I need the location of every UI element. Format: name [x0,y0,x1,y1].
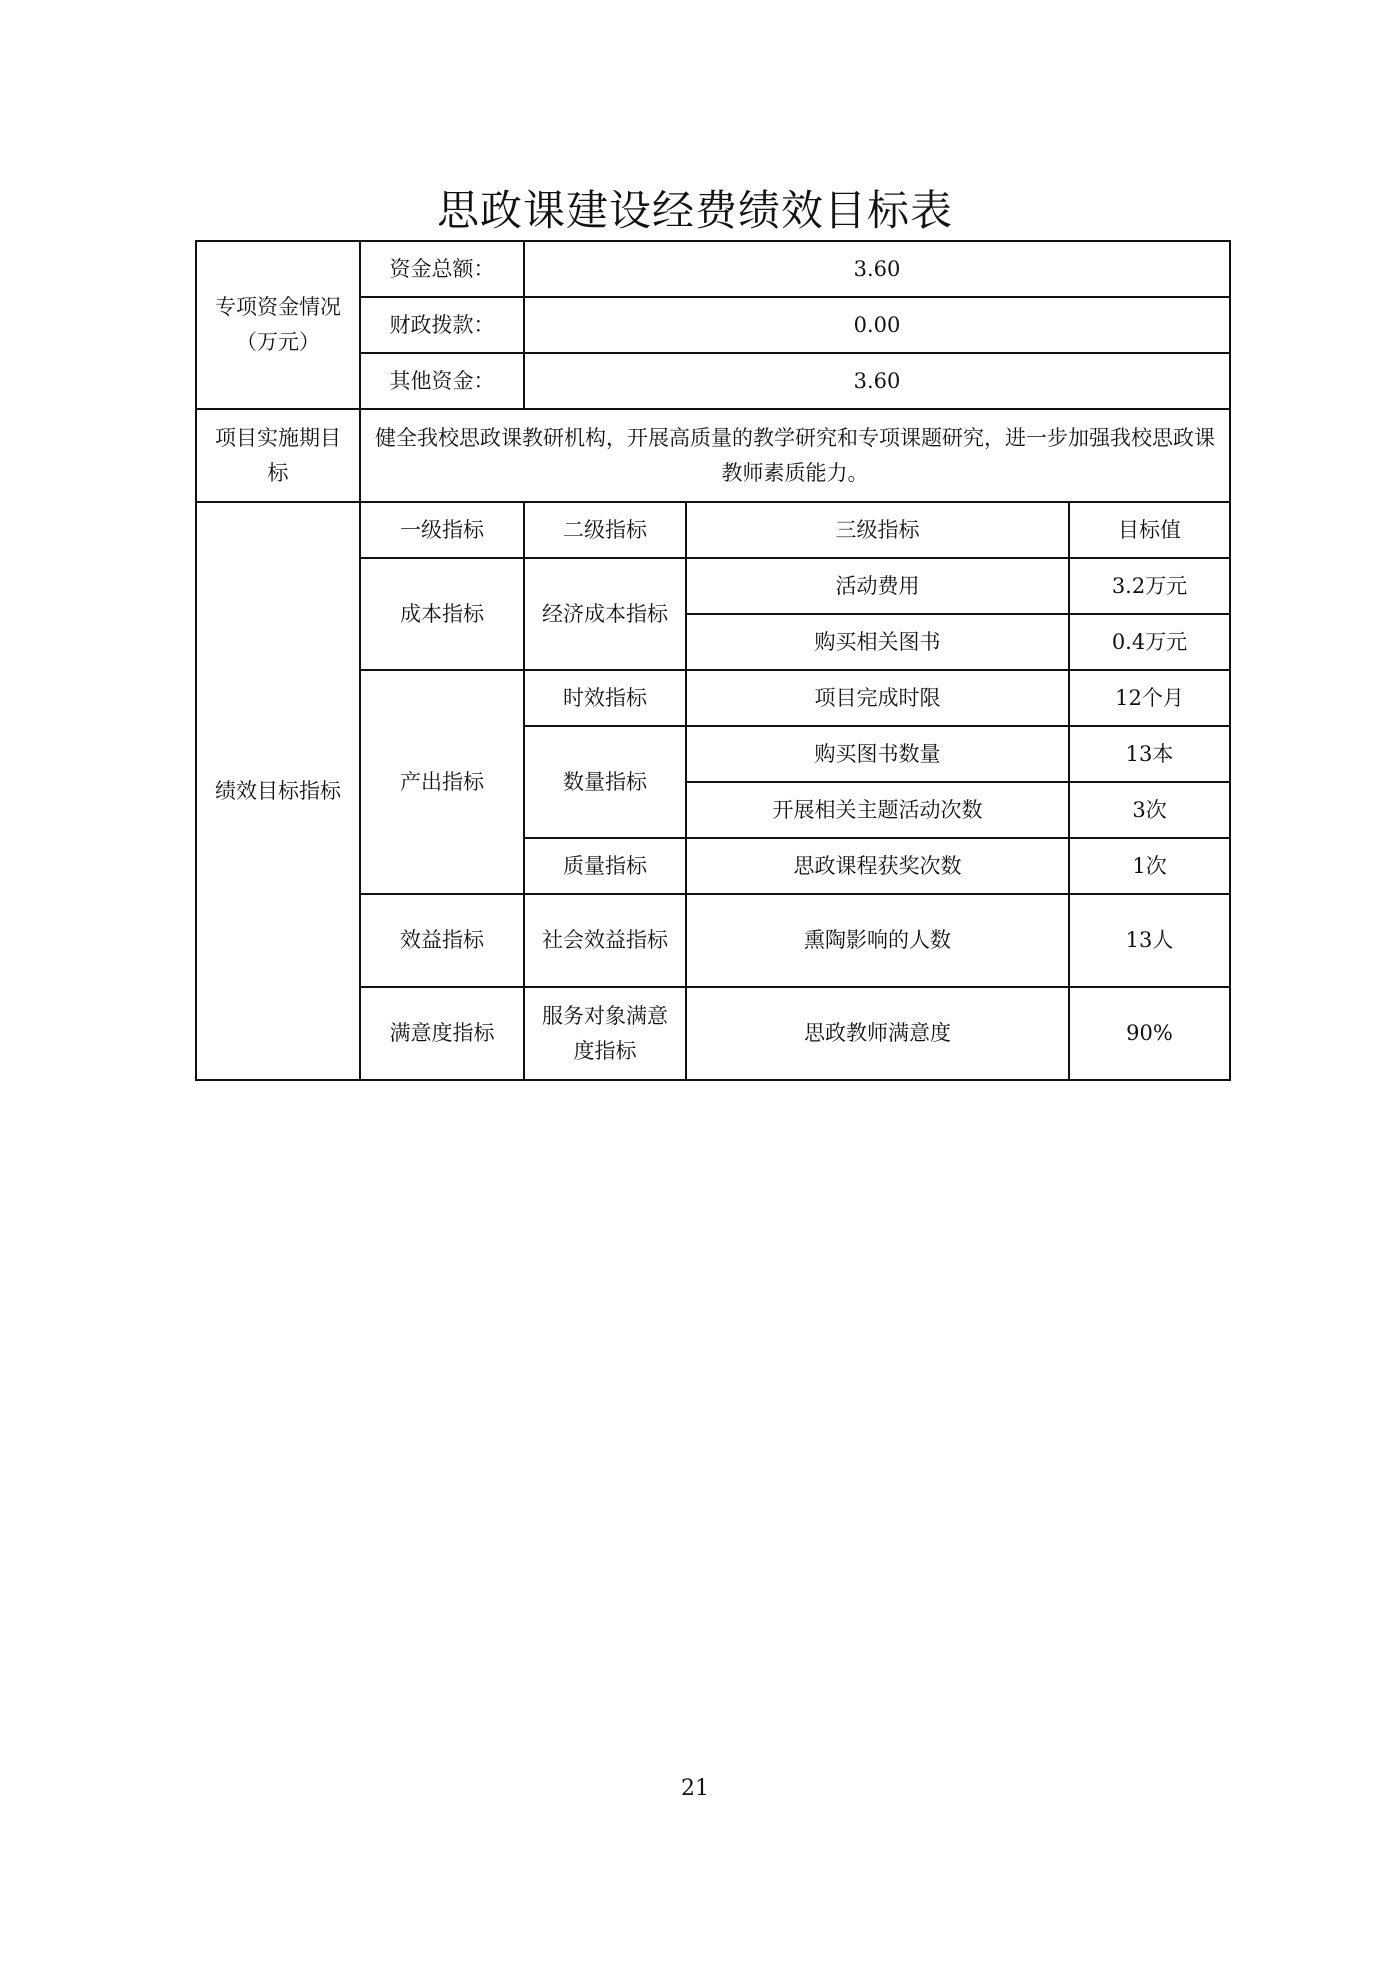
satisfaction-target: 90% [1069,987,1230,1080]
header-level3: 三级指标 [686,502,1069,558]
benefit-target: 13人 [1069,894,1230,987]
satisfaction-level2: 服务对象满意度指标 [524,987,686,1080]
quality-target: 1次 [1069,838,1230,894]
quantity-item-target: 13本 [1069,726,1230,782]
quality-level2: 质量指标 [524,838,686,894]
cost-level1: 成本指标 [360,558,524,670]
satisfaction-level1: 满意度指标 [360,987,524,1080]
satisfaction-name: 思政教师满意度 [686,987,1069,1080]
timeliness-name: 项目完成时限 [686,670,1069,726]
timeliness-target: 12个月 [1069,670,1230,726]
cost-item-target: 3.2万元 [1069,558,1230,614]
benefit-level2: 社会效益指标 [524,894,686,987]
performance-target-table [195,240,1231,1081]
benefit-name: 熏陶影响的人数 [686,894,1069,987]
quantity-item-name: 开展相关主题活动次数 [686,782,1069,838]
goal-text: 健全我校思政课教研机构，开展高质量的教学研究和专项课题研究，进一步加强我校思政课教师素质能力。 [360,409,1230,502]
quantity-item-name: 购买图书数量 [686,726,1069,782]
cost-item-name: 活动费用 [686,558,1069,614]
header-level1: 一级指标 [360,502,524,558]
quality-name: 思政课程获奖次数 [686,838,1069,894]
funding-fiscal-value: 0.00 [524,297,1230,353]
quantity-item-target: 3次 [1069,782,1230,838]
funding-fiscal-label: 财政拨款： [360,297,524,353]
page-number: 21 [681,1776,709,1801]
goal-row [196,409,1230,502]
timeliness-level2: 时效指标 [524,670,686,726]
header-level2: 二级指标 [524,502,686,558]
funding-total-value: 3.60 [524,241,1230,297]
page-title: 思政课建设经费绩效目标表 [436,186,953,235]
benefit-level1: 效益指标 [360,894,524,987]
indicator-header-row [196,502,1230,558]
funding-other-value: 3.60 [524,353,1230,409]
cost-level2: 经济成本指标 [524,558,686,670]
funding-other-label: 其他资金： [360,353,524,409]
indicators-section-label: 绩效目标指标 [196,502,360,1080]
goal-label: 项目实施期目标 [196,409,360,502]
cost-item-name: 购买相关图书 [686,614,1069,670]
funding-row [196,241,1230,297]
funding-section-label: 专项资金情况（万元） [196,241,360,409]
funding-total-label: 资金总额： [360,241,524,297]
quantity-level2: 数量指标 [524,726,686,838]
header-target: 目标值 [1069,502,1230,558]
cost-item-target: 0.4万元 [1069,614,1230,670]
output-level1: 产出指标 [360,670,524,894]
